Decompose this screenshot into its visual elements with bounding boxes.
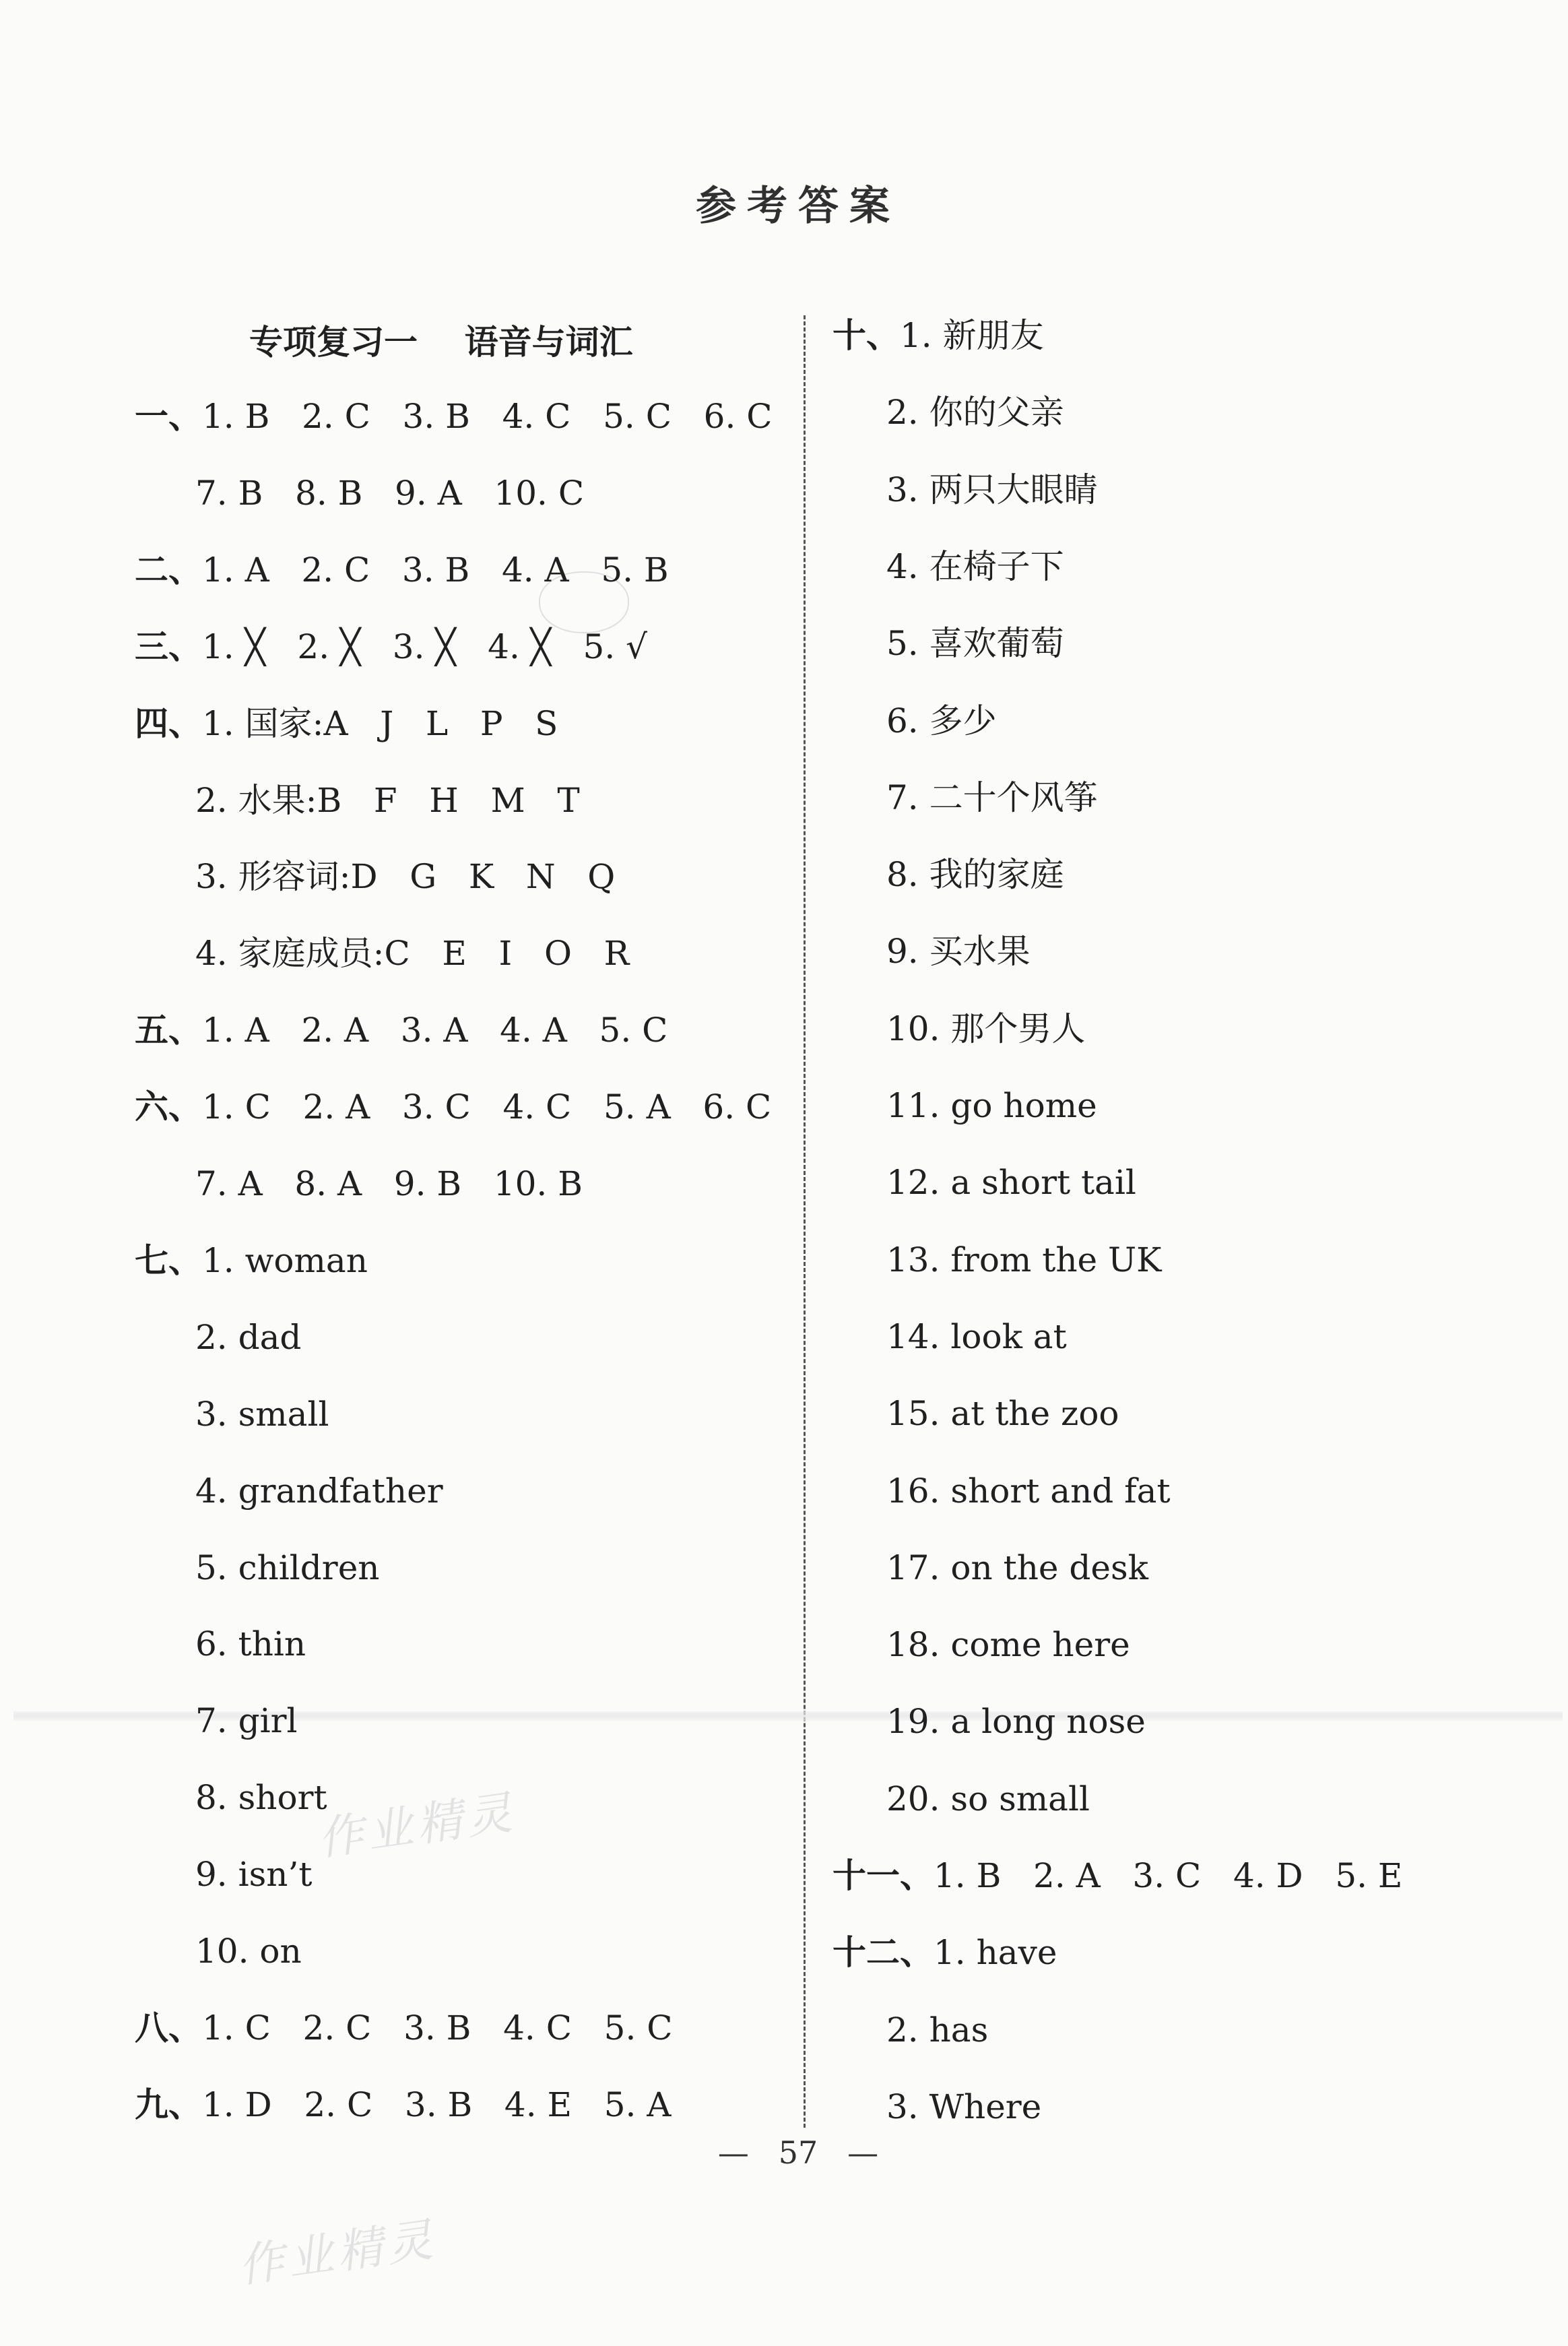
answer-text: 3. 两只大眼睛 [886,470,1098,509]
answer-text: 1. C 2. A 3. C 4. C 5. A 6. C [202,1087,772,1127]
answer-line [135,1240,368,1281]
answer-text: 6. thin [195,1624,306,1664]
question-number: 四、 [135,703,202,743]
section-heading: 专项复习一 语音与词汇 [249,322,633,362]
answer-text: 1. A 2. C 3. B 4. A 5. B [202,550,669,590]
answer-text: 4. 在椅子下 [886,546,1064,586]
answer-text: 18. come here [886,1625,1130,1665]
answer-text: 2. has [886,2010,989,2050]
answer-line [832,315,1044,356]
answer-text: 5. children [195,1548,380,1587]
answer-text: 10. 那个男人 [886,1009,1086,1048]
answer-line [832,1932,1057,1973]
answer-line [135,856,615,897]
answer-text: 10. on [195,1932,302,1971]
answer-text: 2. 水果:B F H M T [195,780,580,820]
answer-line [135,1164,583,1204]
answer-text: 3. 形容词:D G K N Q [195,857,616,897]
answer-text: 3. small [195,1394,329,1434]
question-number: 六、 [135,1087,202,1127]
answer-line [832,1393,1119,1434]
answer-line [135,1548,380,1588]
question-number: 二、 [135,549,202,590]
answer-line [832,470,1098,510]
question-number: 十二、 [832,1932,934,1973]
answer-text: 6. 多少 [886,701,997,740]
answer-line [832,1317,1067,1357]
answer-line [832,1471,1171,1511]
question-number: 十、 [832,315,900,355]
answer-text: 5. 喜欢葡萄 [886,624,1064,664]
answer-line [832,1624,1130,1665]
answer-text: 1. 国家:A J L P S [202,703,558,743]
question-number: 九、 [135,2084,202,2124]
answer-line [832,1009,1085,1049]
page-footer [0,2134,1568,2171]
page-title: 参考答案 [696,183,901,230]
answer-text: 1. B 2. A 3. C 4. D 5. E [934,1856,1403,1895]
answer-text: 15. at the zoo [886,1394,1119,1434]
answer-line [135,1624,306,1664]
answer-text: 13. from the UK [886,1240,1162,1279]
question-number: 七、 [135,1240,202,1280]
answer-line [832,1162,1136,1203]
answer-line [832,546,1064,587]
answer-line [832,2087,1041,2127]
column-divider [804,315,806,2128]
answer-text: 11. go home [886,1086,1097,1125]
answer-line [832,778,1098,818]
answer-text: 7. girl [195,1701,298,1741]
answer-text: 17. on the desk [886,1548,1148,1587]
answer-line [832,2010,988,2050]
answer-line [135,1701,298,1741]
answer-text: 1. have [934,1933,1057,1973]
answer-text: 12. a short tail [886,1163,1136,1203]
watermark: 作业精灵 [234,2213,440,2294]
answer-line [832,392,1064,433]
question-number: 五、 [135,1010,202,1050]
answer-line [135,1010,667,1050]
answer-text: 1. A 2. A 3. A 4. A 5. C [202,1011,668,1050]
answer-line [832,854,1064,895]
answer-text: 4. grandfather [195,1471,443,1511]
answer-text: 8. short [195,1778,327,1818]
answer-line [832,1701,1146,1742]
answer-text: 1. C 2. C 3. B 4. C 5. C [202,2008,673,2048]
answer-line [135,1087,771,1127]
page-number: 57 [778,2134,818,2171]
watermark: 作业精灵 [314,1785,519,1867]
answer-text: 1. ╳ 2. ╳ 3. ╳ 4. ╳ 5. √ [202,627,647,666]
answer-text: 7. A 8. A 9. B 10. B [195,1164,583,1203]
answer-line [135,1394,329,1434]
answer-text: 2. dad [195,1317,302,1357]
footer-dash-right: — [847,2134,879,2171]
answer-line [135,473,584,513]
answer-line [135,2085,671,2125]
answer-line [135,2008,673,2048]
answer-text: 16. short and fat [886,1471,1171,1511]
answer-line [832,1779,1090,1819]
answer-line [832,1856,1402,1896]
answer-line [135,627,647,667]
question-number: 八、 [135,2007,202,2048]
answer-text: 7. B 8. B 9. A 10. C [195,473,585,513]
answer-line [832,931,1031,972]
question-number: 三、 [135,626,202,666]
answer-text: 4. 家庭成员:C E I O R [195,934,630,974]
answer-line [135,550,669,590]
answer-text: 14. look at [886,1317,1067,1356]
answer-line [135,1471,443,1511]
footer-dash-left: — [717,2134,749,2171]
answer-line [832,701,997,741]
answer-text: 7. 二十个风筝 [886,778,1098,817]
answer-line [832,1085,1097,1126]
answer-text: 1. B 2. C 3. B 4. C 5. C 6. C [202,397,773,436]
answer-line [135,1854,312,1895]
answer-line [832,1548,1148,1588]
answer-line [135,1317,301,1358]
answer-text: 9. isn’t [195,1855,313,1895]
answer-line [832,1240,1162,1280]
answer-text: 1. 新朋友 [900,316,1044,355]
answer-line [135,703,558,744]
answer-text: 8. 我的家庭 [886,855,1064,895]
answer-line [832,623,1064,664]
answer-line [135,1931,302,1971]
answer-text: 19. a long nose [886,1702,1146,1742]
answer-text: 20. so small [886,1779,1090,1818]
answer-text: 1. woman [202,1240,368,1280]
answer-line [135,1777,327,1818]
answer-text: 2. 你的父亲 [886,393,1064,433]
answer-line [135,396,773,437]
question-number: 十一、 [832,1856,934,1895]
answer-line [135,780,580,821]
answer-text: 1. D 2. C 3. B 4. E 5. A [202,2085,672,2124]
question-number: 一、 [135,396,202,436]
answer-text: 3. Where [886,2087,1042,2126]
answer-line [135,933,629,974]
answer-text: 9. 买水果 [886,932,1031,972]
